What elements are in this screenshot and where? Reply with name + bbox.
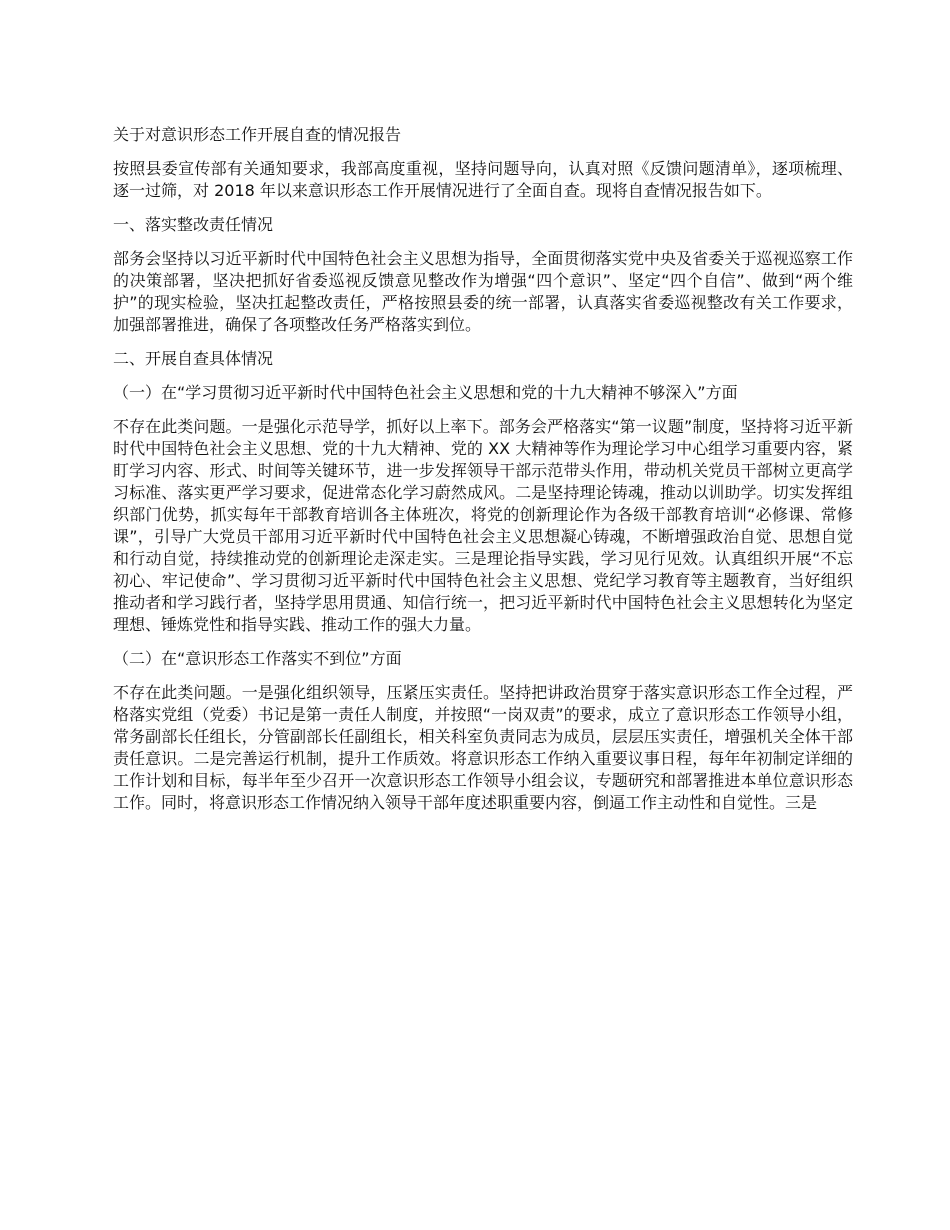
intro-paragraph: 按照县委宣传部有关通知要求，我部高度重视，坚持问题导向，认真对照《反馈问题清单》，逐项梳理、逐一过筛，对 2018 年以来意识形态工作开展情况进行了全面自查。现将自查情况报告如下。 <box>113 159 853 200</box>
document-title: 关于对意识形态工作开展自查的情况报告 <box>113 125 402 144</box>
subsection-heading-2: （二）在“意识形态工作落实不到位”方面 <box>113 649 402 668</box>
document-page <box>113 124 853 826</box>
subsection-2-paragraph: 不存在此类问题。一是强化组织领导，压紧压实责任。坚持把讲政治贯穿于落实意识形态工作全过程，严格落实党组（党委）书记是第一责任人制度，并按照“一岗双责”的要求，成立了意识形态工作领导小组，常务副部长任组长，分管副部长任副组长，相关科室负责同志为成员，层层压实责任，增强机关全体干部责任意识。二是完善运行机制，提升工作质效。将意识形态工作纳入重要议事日程，每年年初制定详细的工作计划和目标，每半年至少召开一次意识形态工作领导小组会议，专题研究和部署推进本单位意识形态工作。同时，将意识形态工作情况纳入领导干部年度述职重要内容，倒逼工作主动性和自觉性。三是 <box>113 683 853 812</box>
subsection-heading-1: （一）在“学习贯彻习近平新时代中国特色社会主义思想和党的十九大精神不够深入”方面 <box>113 383 738 402</box>
section-heading-1: 一、落实整改责任情况 <box>113 215 274 234</box>
section-1-paragraph: 部务会坚持以习近平新时代中国特色社会主义思想为指导，全面贯彻落实党中央及省委关于巡视巡察工作的决策部署，坚决把抓好省委巡视反馈意见整改作为增强“四个意识”、坚定“四个自信”、做到“两个维护”的现实检验，坚决扛起整改责任，严格按照县委的统一部署，认真落实省委巡视整改有关工作要求，加强部署推进，确保了各项整改任务严格落实到位。 <box>113 249 853 334</box>
section-heading-2: 二、开展自查具体情况 <box>113 349 274 368</box>
subsection-1-paragraph: 不存在此类问题。一是强化示范导学，抓好以上率下。部务会严格落实“第一议题”制度，坚持将习近平新时代中国特色社会主义思想、党的十九大精神、党的 XX 大精神等作为理论学习中心组学习重要内容，紧盯学习内容、形式、时间等关键环节，进一步发挥领导干部示范带头作用，带动机关党员干部树立更高学习标准、落实更严学习要求，促进常态化学习蔚然成风。二是坚持理论铸魂，推动以训助学。切实发挥组织部门优势，抓实每年干部教育培训各主体班次，将党的创新理论作为各级干部教育培训“必修课、常修课”，引导广大党员干部用习近平新时代中国特色社会主义思想凝心铸魂，不断增强政治自觉、思想自觉和行动自觉，持续推动党的创新理论走深走实。三是理论指导实践，学习见行见效。认真组织开展“不忘初心、牢记使命”、学习贯彻习近平新时代中国特色社会主义思想、党纪学习教育等主题教育，当好组织推动者和学习践行者，坚持学思用贯通、知信行统一，把习近平新时代中国特色社会主义思想转化为坚定理想、锤炼党性和指导实践、推动工作的强大力量。 <box>113 417 853 634</box>
